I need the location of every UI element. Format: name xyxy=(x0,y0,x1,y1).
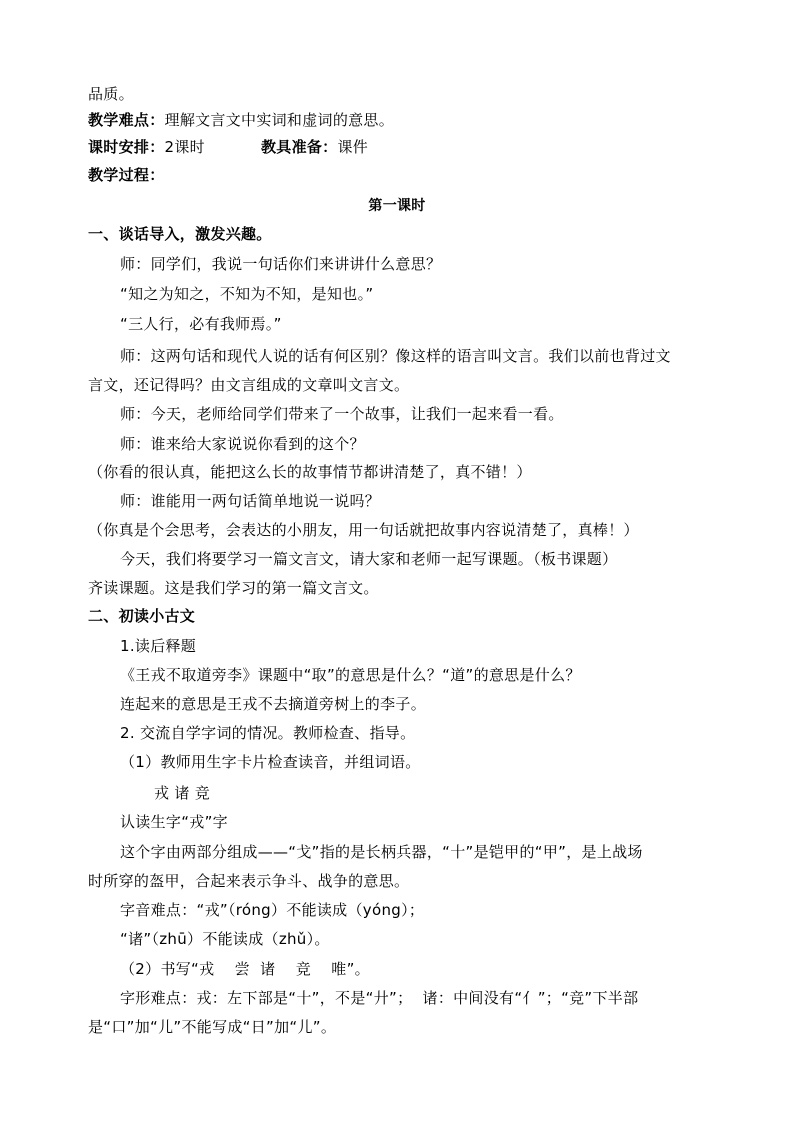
paragraph: 师：同学们，我说一句话你们来讲讲什么意思？ xyxy=(120,255,442,273)
paragraph: 这个字由两部分组成——“戈”指的是长柄兵器，“十”是铠甲的“甲”，是上战场 xyxy=(120,843,643,861)
paragraph: （你真是个会思考，会表达的小朋友，用一句话就把故事内容说清楚了，真棒！） xyxy=(88,521,639,539)
text-line: 品质。 xyxy=(88,85,134,103)
process-label: 教学过程： xyxy=(88,166,165,184)
paragraph: 1.读后释题 xyxy=(120,637,197,655)
paragraph: 师：这两句话和现代人说的话有何区别？像这样的语言叫文言。我们以前也背过文 xyxy=(120,347,671,365)
difficulty-label: 教学难点： xyxy=(88,111,165,129)
section-heading: 一、谈话导入，激发兴趣。 xyxy=(88,225,272,243)
character-list: 戎 诸 竞 xyxy=(154,784,211,802)
paragraph: 是“口”加“儿”不能写成“日”加“儿”。 xyxy=(88,1018,337,1036)
paragraph: 连起来的意思是王戎不去摘道旁树上的李子。 xyxy=(120,695,427,713)
quote: “三人行，必有我师焉。” xyxy=(120,315,282,333)
paragraph: 《王戎不取道旁李》课题中“取”的意思是什么？“道”的意思是什么？ xyxy=(120,666,581,684)
paragraph: 2. 交流自学字词的情况。教师检查、指导。 xyxy=(120,724,416,742)
schedule-text: 2课时 xyxy=(164,138,205,156)
paragraph: 言文，还记得吗？由文言组成的文章叫文言文。 xyxy=(88,376,410,394)
schedule-line xyxy=(88,137,368,157)
paragraph: （你看的很认真，能把这么长的故事情节都讲清楚了，真不错！） xyxy=(88,463,532,481)
paragraph: 今天，我们将要学习一篇文言文，请大家和老师一起写课题。（板书课题） xyxy=(120,550,618,568)
paragraph: （2）书写“戎 尝 诸 竞 唯”。 xyxy=(120,960,370,978)
schedule-label: 课时安排： xyxy=(88,138,165,156)
paragraph: 齐读课题。这是我们学习的第一篇文言文。 xyxy=(88,579,379,597)
tools-label: 教具准备： xyxy=(260,138,338,156)
difficulty-text: 理解文言文中实词和虚词的意思。 xyxy=(164,111,395,129)
paragraph: 师：谁能用一两句话简单地说一说吗？ xyxy=(120,492,381,510)
paragraph: 时所穿的盔甲，合起来表示争斗、战争的意思。 xyxy=(88,872,410,890)
paragraph: 师：谁来给大家说说你看到的这个？ xyxy=(120,435,365,453)
section-heading: 二、初读小古文 xyxy=(88,607,196,625)
paragraph: （1）教师用生字卡片检查读音，并组词语。 xyxy=(120,753,421,771)
paragraph: 师：今天，老师给同学们带来了一个故事，让我们一起来看一看。 xyxy=(120,405,564,423)
paragraph: “诸”（zhū）不能读成（zhǔ）。 xyxy=(120,930,330,948)
tools-text: 课件 xyxy=(337,138,369,156)
difficulty-line xyxy=(88,110,394,130)
paragraph: 字音难点：“戎”（róng）不能读成（yóng）； xyxy=(120,901,425,919)
section-title: 第一课时 xyxy=(368,198,426,214)
paragraph: 认读生字“戎”字 xyxy=(120,813,228,831)
paragraph: 字形难点：戎：左下部是“十”，不是“廾”； 诸：中间没有“亻”；“竞”下半部 xyxy=(120,989,639,1007)
quote: “知之为知之，不知为不知，是知也。” xyxy=(120,285,374,303)
